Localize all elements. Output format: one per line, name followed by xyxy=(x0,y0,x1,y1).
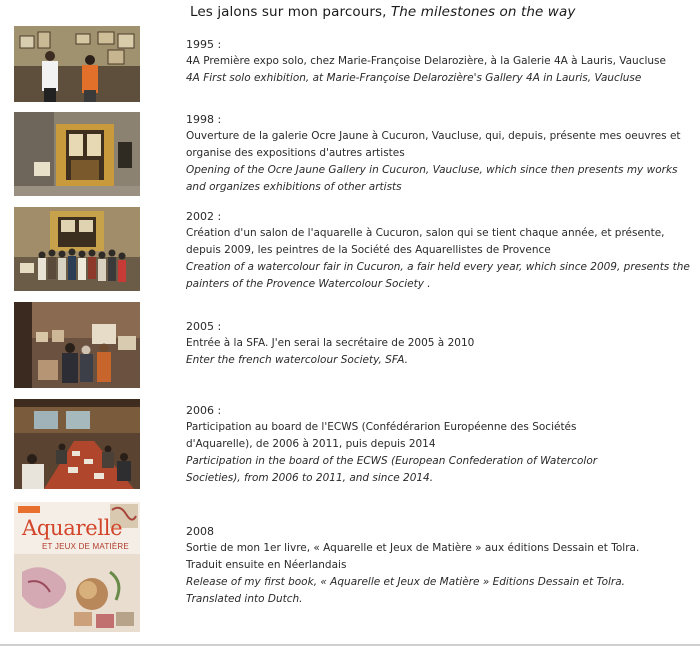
photo-watercolour-fair-group xyxy=(14,207,140,291)
milestone-year: 1998 : xyxy=(186,113,222,126)
milestone-text-fr: Participation au board de l'ECWS (Confédérarion Européenne des Sociétés d'Aquarelle), de 2006 à 2011, puis depuis 2014 xyxy=(186,421,577,450)
title-english: The milestones on the way xyxy=(390,4,576,20)
milestone-text-en: Release of my first book, « Aquarelle et Jeux de Matière » Editions Dessain et Tolra. Translated into Dutch. xyxy=(186,576,626,605)
milestone-2005 xyxy=(186,318,694,369)
book-cover xyxy=(14,502,140,632)
milestone-year: 2005 : xyxy=(186,320,222,333)
milestone-text-en: Creation of a watercolour fair in Cucuron, a fair held every year, which since 2009, presents the painters of the Provence Watercolour Society . xyxy=(186,261,690,290)
milestone-2006 xyxy=(186,402,694,487)
milestone-year: 2002 : xyxy=(186,210,222,223)
milestone-year: 2008 xyxy=(186,525,214,538)
milestone-year: 1995 : xyxy=(186,38,222,51)
milestone-text-fr: Entrée à la SFA. J'en serai la secrétaire de 2005 à 2010 xyxy=(186,337,475,349)
page-title xyxy=(190,4,690,20)
title-french: Les jalons sur mon parcours, xyxy=(190,4,391,20)
milestone-2008 xyxy=(186,523,694,608)
book-cover-subtitle: ET JEUX DE MATIÈRE xyxy=(42,542,129,551)
milestone-year: 2006 : xyxy=(186,404,222,417)
book-cover-title: Aquarelle xyxy=(22,516,123,540)
milestone-1995 xyxy=(186,36,694,87)
milestone-text-fr: Sortie de mon 1er livre, « Aquarelle et Jeux de Matière » aux éditions Dessain et Tolra. Traduit ensuite en Néerlandais xyxy=(186,542,640,571)
photo-ecws-board xyxy=(14,399,140,489)
milestone-2002 xyxy=(186,208,694,293)
milestone-text-fr: 4A Première expo solo, chez Marie-Françoise Delarozière, à la Galerie 4A à Lauris, Vaucluse xyxy=(186,55,666,67)
milestone-text-en: Opening of the Ocre Jaune Gallery in Cucuron, Vaucluse, which since then presents my works and organizes exhibitions of other artists xyxy=(186,164,678,193)
milestone-1998 xyxy=(186,111,694,196)
photo-gallery-facade xyxy=(14,112,140,196)
photo-solo-exhibition xyxy=(14,26,140,102)
photo-sfa-meeting xyxy=(14,302,140,388)
milestone-text-en: 4A First solo exhibition, at Marie-Françoise Delarozière's Gallery 4A in Lauris, Vaucluse xyxy=(186,72,642,84)
milestone-text-fr: Création d'un salon de l'aquarelle à Cucuron, salon qui se tient chaque année, et présente, depuis 2009, les peintres de la Société des Aquarellistes de Provence xyxy=(186,227,665,256)
milestone-text-en: Enter the french watercolour Society, SFA. xyxy=(186,354,408,366)
milestone-text-en: Participation in the board of the ECWS (European Confederation of Watercolor Societies), from 2006 to 2011, and since 2014. xyxy=(186,455,598,484)
milestone-text-fr: Ouverture de la galerie Ocre Jaune à Cucuron, Vaucluse, qui, depuis, présente mes oeuvres et organise des expositions d'autres artistes xyxy=(186,130,681,159)
